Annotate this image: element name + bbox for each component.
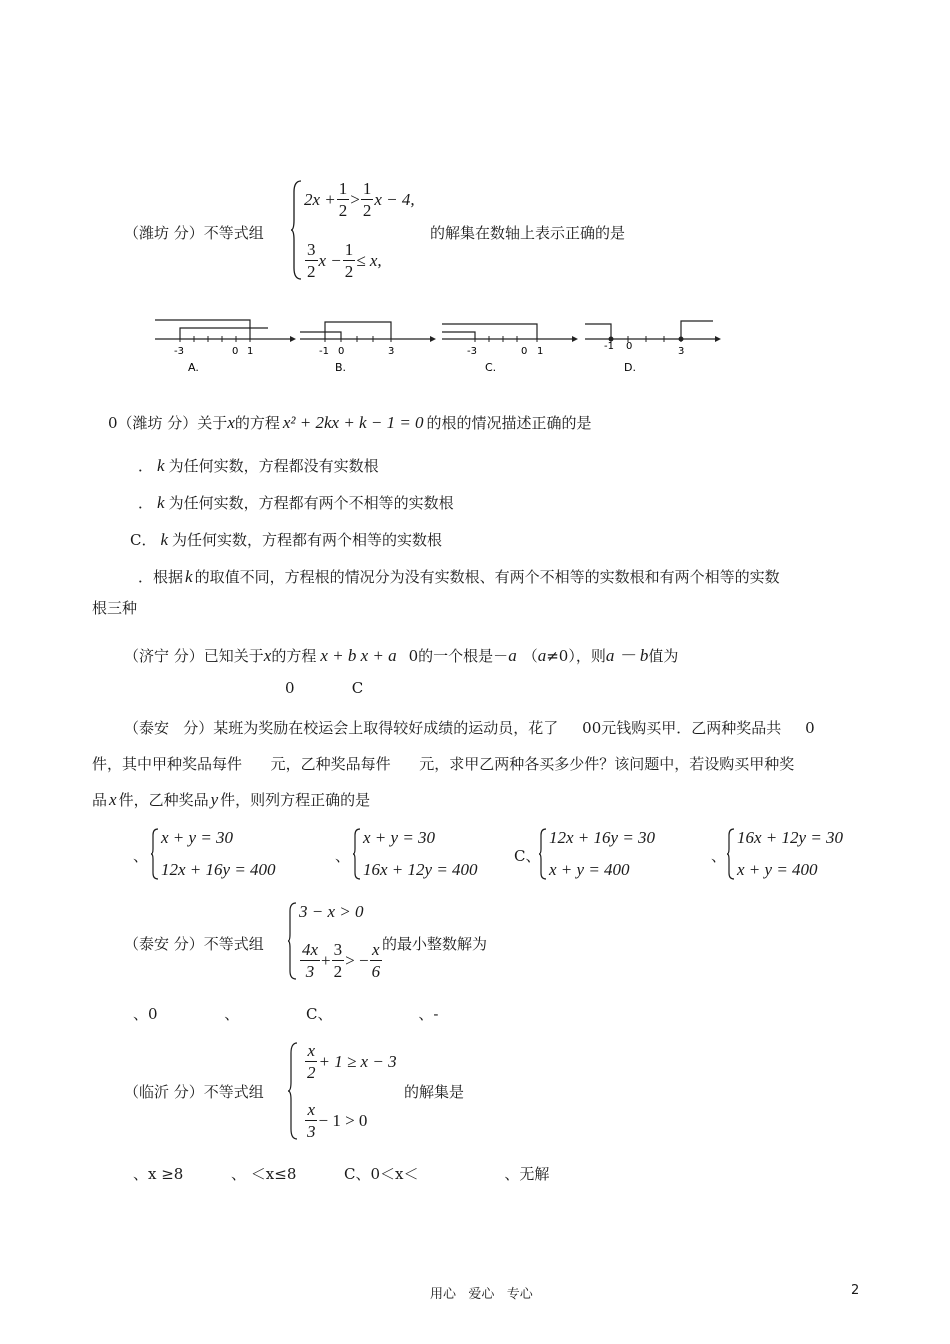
- q1-system: [290, 180, 415, 280]
- q2-b-k: k: [157, 493, 165, 512]
- q5-gt: > −: [345, 950, 369, 970]
- q2-c-label: C．: [130, 531, 157, 549]
- q5-f1d: 3: [305, 962, 315, 981]
- q4-y: y: [210, 790, 219, 809]
- q1-prefix: （潍坊 分）不等式组: [124, 224, 264, 242]
- q4-option-a: [150, 828, 276, 880]
- brace-icon: [538, 828, 547, 880]
- numline-a: [150, 312, 300, 376]
- q1-suffix: 的解集在数轴上表示正确的是: [430, 224, 626, 242]
- numline-a-t2: 0: [232, 346, 239, 357]
- q3-line: [124, 641, 678, 666]
- numline-b: [295, 312, 445, 376]
- q4-option-c-label: C、: [514, 847, 541, 865]
- q1-r1-b: >: [350, 189, 360, 209]
- brace-icon: [352, 828, 361, 880]
- q5-f3n: x: [372, 940, 380, 959]
- numline-d-t3: 3: [678, 346, 685, 357]
- brace-icon: [287, 1042, 298, 1140]
- numline-c: [437, 312, 587, 376]
- q3-a-var: a: [508, 646, 517, 665]
- brace-icon: [287, 902, 297, 980]
- q2-b-label: ．: [138, 494, 154, 512]
- numline-c-t2: 0: [521, 346, 528, 357]
- q1-r2-a: x −: [318, 250, 342, 270]
- q1-r1-c: x − 4,: [374, 189, 415, 209]
- q2-c-text: 为任何实数，方程都有两个相等的实数根: [172, 531, 443, 549]
- q2-option-c: [130, 529, 442, 550]
- q2-d-text: 的取值不同，方程根的情况分为没有实数根、有两个不相等的实数根和有两个相等的实数: [194, 568, 780, 586]
- q4-l3a: 品: [92, 791, 108, 809]
- q2-a-label: ．: [138, 457, 154, 475]
- q5-prefix: （泰安 分）不等式组: [124, 935, 264, 953]
- q6-suffix: 的解集是: [404, 1083, 465, 1101]
- q5-system: [287, 902, 383, 980]
- q5-plus: +: [321, 950, 331, 970]
- q2-c-k: k: [160, 530, 169, 549]
- numline-d-label: D.: [624, 361, 636, 374]
- q4-l3c: 件，则列方程正确的是: [220, 791, 371, 809]
- q1-r1-a: 2x +: [304, 189, 336, 209]
- numline-a-t3: 1: [247, 346, 254, 357]
- page-number: 2: [851, 1283, 860, 1298]
- q4-c-r2: x + y = 400: [549, 860, 630, 879]
- q2-prefix: 0（潍坊 分）关于: [108, 414, 228, 432]
- q2-end: 的根的情况描述正确的是: [426, 414, 592, 432]
- q1-r2-f1n: 3: [307, 240, 316, 259]
- numline-c-t3: 1: [537, 346, 544, 357]
- q3-b: 的方程: [271, 647, 317, 665]
- q5-f3d: 6: [371, 962, 381, 981]
- q2-equation: x² + 2kx + k − 1 = 0: [282, 413, 424, 432]
- q4-d-r1: 16x + 12y = 30: [737, 828, 844, 847]
- q1-r2-f1d: 2: [307, 262, 316, 281]
- q1-r1-f1d: 2: [338, 201, 348, 220]
- q3-a-var2: a: [537, 646, 547, 665]
- q6-f1d: 2: [307, 1063, 316, 1082]
- q2-d-k: k: [185, 567, 193, 586]
- numline-b-label: B.: [335, 361, 347, 374]
- q6-prefix: （临沂 分）不等式组: [124, 1083, 264, 1101]
- q3-f: 值为: [648, 647, 679, 665]
- q6-r1: + 1 ≥ x − 3: [318, 1051, 397, 1071]
- q1-r2-b: ≤ x,: [356, 250, 382, 270]
- q4-option-c: [538, 828, 655, 880]
- numline-d-t2: 0: [626, 341, 633, 352]
- numline-a-t1: -3: [174, 346, 184, 357]
- numline-c-label: C.: [485, 361, 497, 374]
- q2-mid: 的方程: [234, 414, 280, 432]
- q2-b-text: 为任何实数，方程都有两个不相等的实数根: [168, 494, 454, 512]
- q1-r2-f2d: 2: [344, 262, 354, 281]
- brace-icon: [726, 828, 735, 880]
- q6-f2d: 3: [307, 1122, 316, 1141]
- brace-icon: [150, 828, 159, 880]
- q4-option-b-label: 、: [335, 847, 351, 865]
- q2-d-label: ．根据: [138, 568, 184, 586]
- q4-d-r2: x + y = 400: [737, 860, 818, 879]
- q4-option-b: [352, 828, 478, 880]
- q4-line3: [92, 789, 370, 810]
- q1-r1-f2d: 2: [362, 201, 372, 220]
- q4-option-d-label: 、: [711, 847, 727, 865]
- numline-a-label: A.: [188, 361, 199, 374]
- q3-ab: a － b: [605, 646, 649, 665]
- q2-option-d: [138, 566, 780, 587]
- q4-c-r1: 12x + 16y = 30: [549, 828, 656, 847]
- q6-r2: − 1 > 0: [318, 1110, 368, 1130]
- q5-r1: 3 − x > 0: [299, 902, 364, 921]
- q6-f2n: x: [307, 1100, 316, 1119]
- numline-d: [580, 312, 730, 376]
- q2-option-b: [138, 492, 454, 513]
- q1-r2-f2n: 1: [344, 240, 354, 259]
- q4-line2: 件，其中甲种奖品每件 元，乙种奖品每件 元，求甲乙两种各买多少件？该问题中，若设购买甲种奖: [92, 755, 795, 773]
- q5-options: 、0 、 C、 、-: [133, 1005, 439, 1023]
- q4-option-d: [726, 828, 843, 880]
- q4-a-r2: 12x + 16y = 400: [161, 860, 276, 879]
- numline-b-t2: 0: [338, 346, 345, 357]
- q2-a-k: k: [157, 456, 165, 475]
- q6-options: 、x ≥8 、 ＜x≤8 C、0＜x＜ 、无解: [133, 1165, 550, 1183]
- q2-option-a: [138, 455, 379, 476]
- q2-a-text: 为任何实数，方程都没有实数根: [168, 457, 379, 475]
- q6-f1n: x: [307, 1041, 316, 1060]
- q2-line: [108, 412, 592, 433]
- q2-option-d-cont: 根三种: [92, 599, 138, 617]
- q1-r1-f1n: 1: [338, 179, 348, 198]
- q4-line1: （泰安 分）某班为奖励在校运会上取得较好成绩的运动员，花了 00元钱购买甲．乙两种奖品共 0: [124, 719, 815, 737]
- q3-e: ≠0），则: [546, 647, 606, 665]
- q6-system: [287, 1042, 397, 1140]
- q4-b-r2: 16x + 12y = 400: [363, 860, 478, 879]
- q4-l3b: 件，乙种奖品: [118, 791, 209, 809]
- q2-var: x: [227, 413, 235, 432]
- numline-c-t1: -3: [467, 346, 477, 357]
- q3-x: x: [263, 646, 272, 665]
- q3-c: 0的一个根是－: [408, 647, 509, 665]
- numline-b-t1: -1: [319, 346, 329, 357]
- q4-option-a-label: 、: [133, 847, 149, 865]
- footer-text: 用心 爱心 专心: [430, 1287, 533, 1302]
- numline-b-t3: 3: [388, 346, 395, 357]
- q4-a-r1: x + y = 30: [161, 828, 234, 847]
- q3-a: （济宁 分）已知关于: [124, 647, 264, 665]
- q5-f1n: 4x: [302, 940, 319, 959]
- q4-x: x: [109, 790, 117, 809]
- q3-options: 0 C: [285, 679, 364, 697]
- q5-suffix: 的最小整数解为: [382, 935, 488, 953]
- q5-f2n: 3: [333, 940, 343, 959]
- brace-icon: [290, 180, 302, 280]
- q3-equation: x + b x + a: [320, 646, 397, 665]
- q1-r1-f2n: 1: [362, 179, 372, 198]
- numline-d-t1: -1: [604, 341, 614, 352]
- q4-b-r1: x + y = 30: [363, 828, 436, 847]
- q3-d: （: [522, 647, 538, 665]
- q5-f2d: 2: [333, 962, 343, 981]
